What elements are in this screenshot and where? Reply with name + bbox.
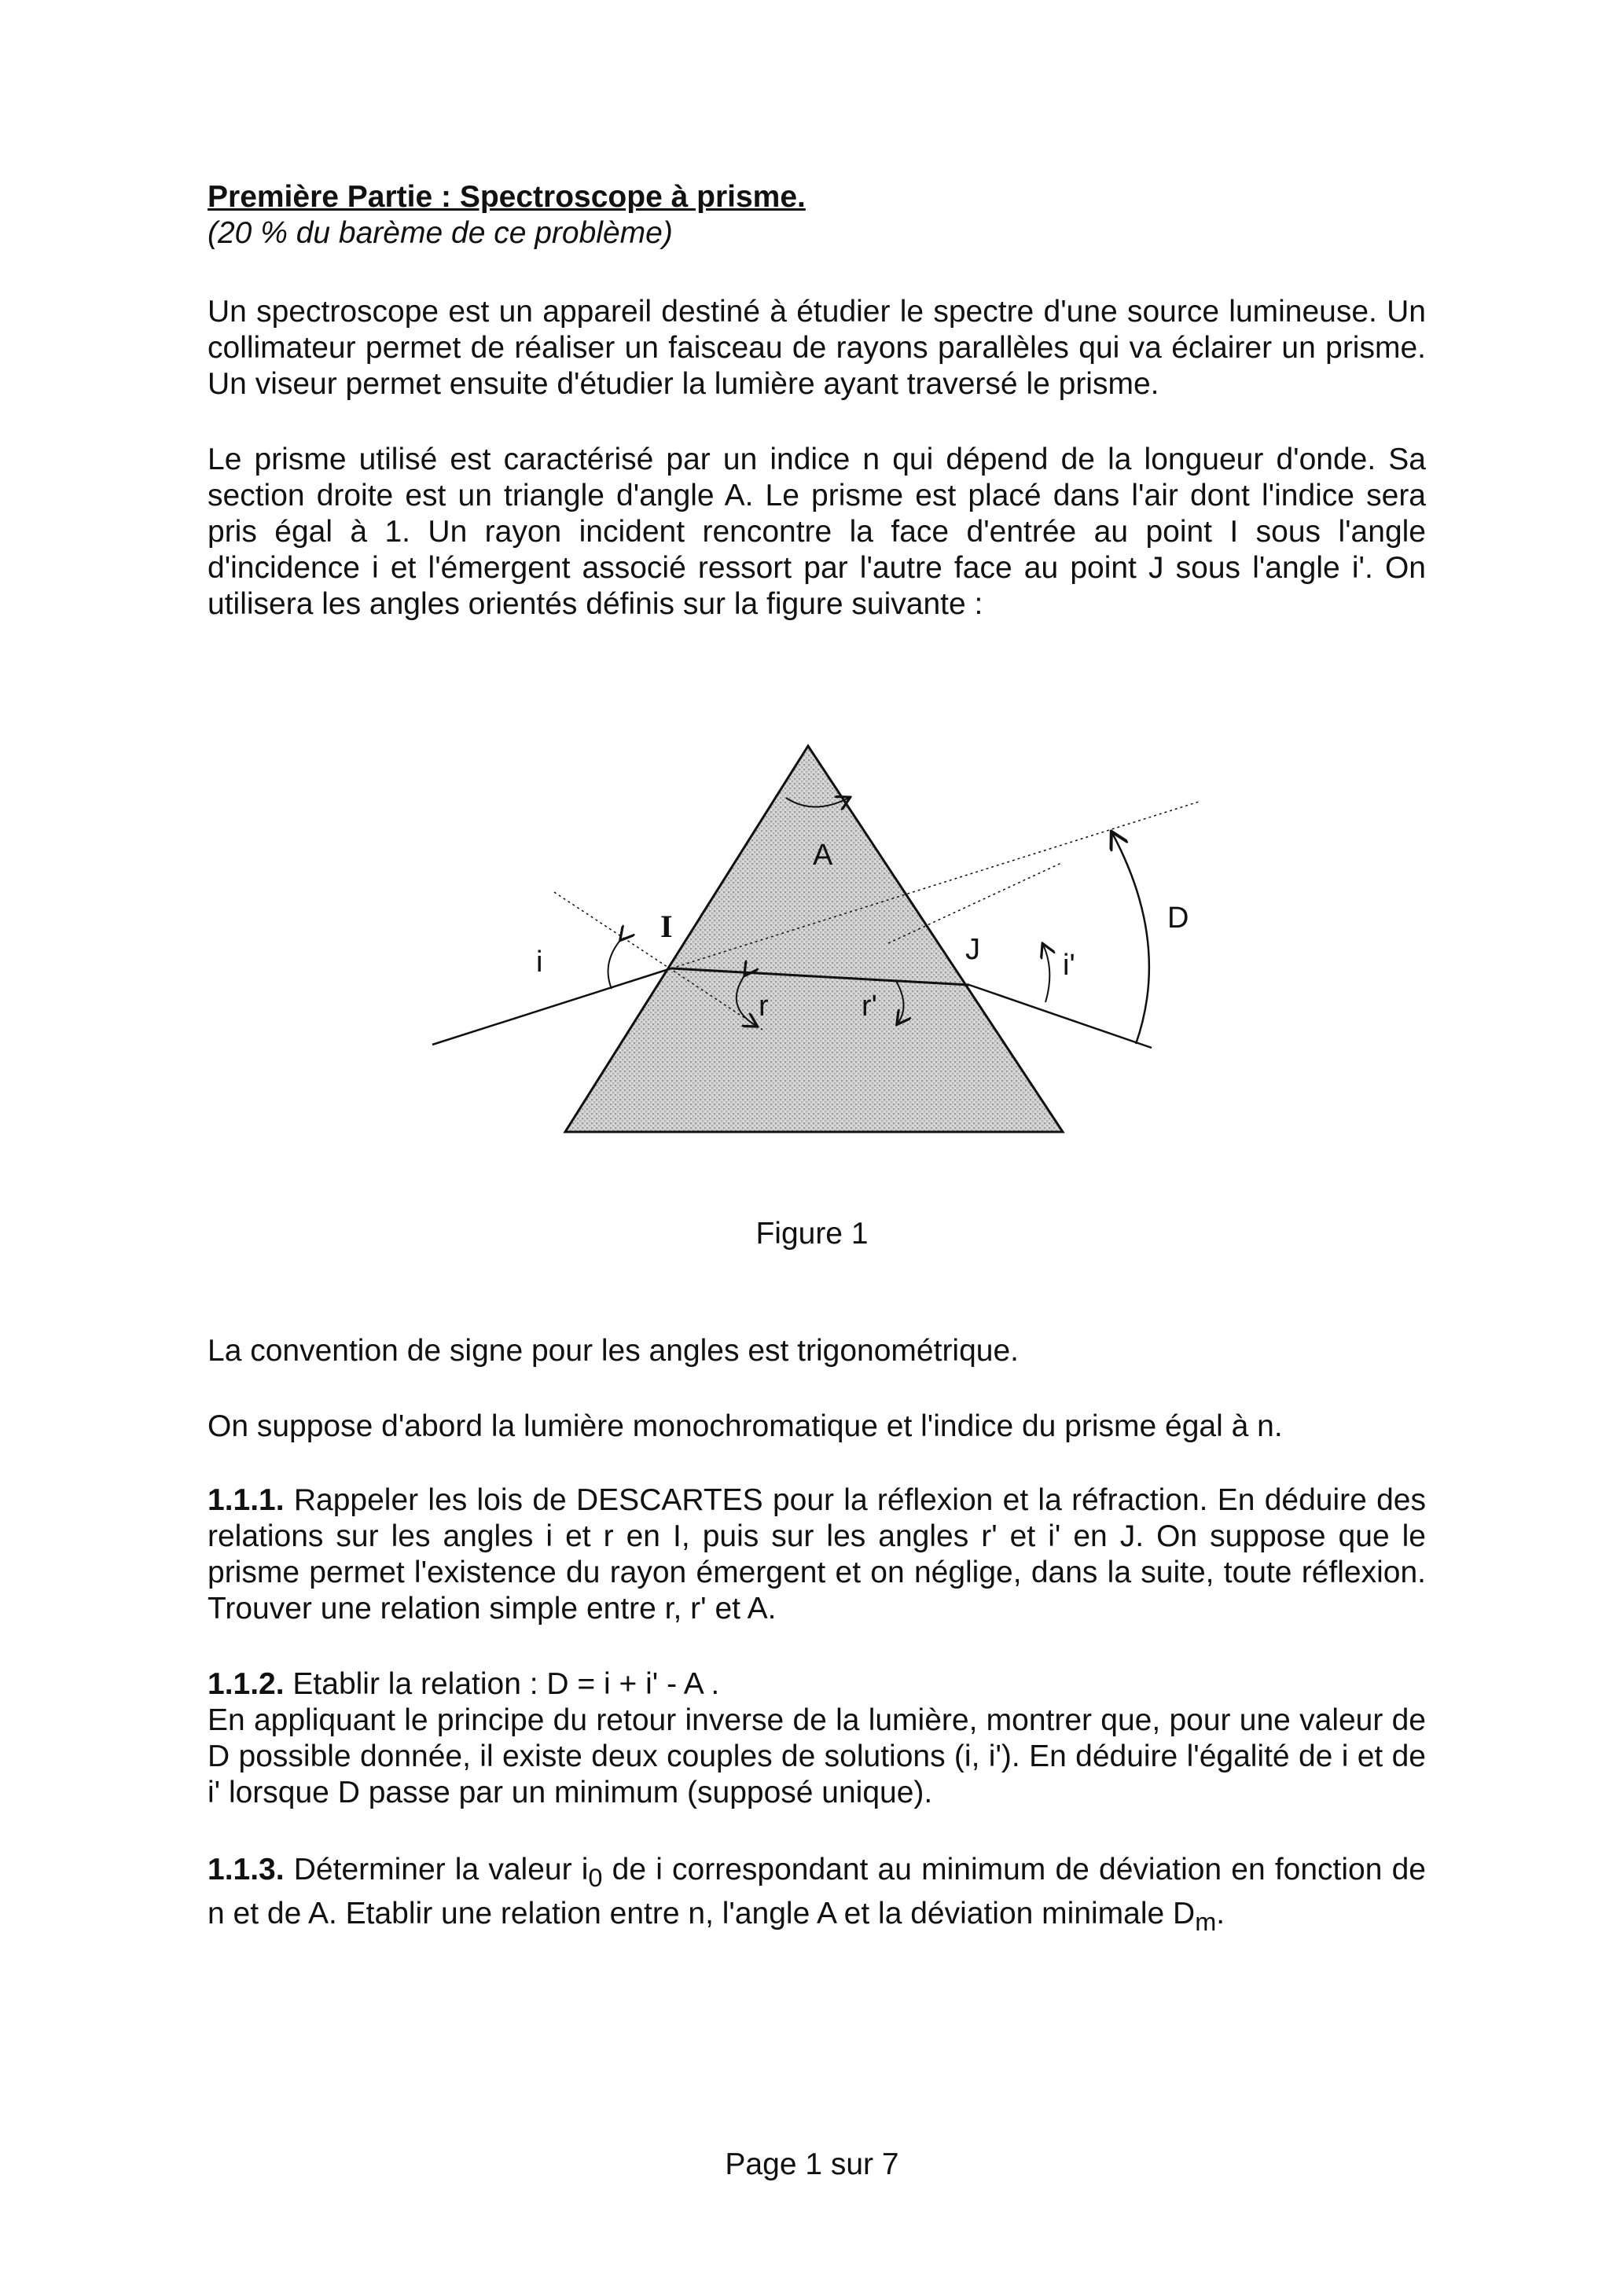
sign-convention: La convention de signe pour les angles est trigonométrique. <box>208 1334 1019 1368</box>
label-D: D <box>1167 902 1189 935</box>
page-footer: Page 1 sur 7 <box>725 2147 899 2181</box>
question-1-1-3 <box>208 1852 1426 1940</box>
question-number: 1.1.1. <box>208 1483 285 1517</box>
question-text: Déterminer la valeur i <box>284 1853 589 1886</box>
angle-D-arc <box>1112 833 1149 1044</box>
question-text: Etablir la relation : D = i + i' - A . <box>284 1667 720 1701</box>
label-i-prime: i' <box>1063 949 1075 982</box>
question-number: 1.1.3. <box>208 1853 285 1886</box>
question-text-mid: de i correspondant au minimum de déviation en fonction de n et de A. Etablir une relation entre n, l'angle A et la déviation minimale D <box>208 1853 1426 1930</box>
monochromatic-hypothesis: On suppose d'abord la lumière monochromatique et l'indice du prisme égal à n. <box>208 1409 1283 1443</box>
question-1-1-2 <box>208 1666 1426 1811</box>
question-number: 1.1.2. <box>208 1667 285 1701</box>
label-i: i <box>536 946 543 979</box>
label-r: r <box>759 990 769 1023</box>
label-A: A <box>813 839 833 872</box>
label-J: J <box>965 933 980 966</box>
label-r-prime: r' <box>862 990 877 1023</box>
question-text-continued: En appliquant le principe du retour inverse de la lumière, montrer que, pour une valeur de D possible donnée, il existe deux couples de solutions (i, i'). En déduire l'égalité de i et de i' lorsque D passe par un minimum (supposé unique). <box>208 1703 1426 1809</box>
subscript-0: 0 <box>588 1863 603 1892</box>
angle-i-arc <box>608 939 621 989</box>
intro-paragraph-1: Un spectroscope est un appareil destiné à étudier le spectre d'une source lumineuse. Un collimateur permet de réaliser un faisceau de rayons parallèles qui va éclairer un prisme. Un viseur permet ensuite d'étudier la lumière ayant traversé le prisme. <box>208 295 1426 401</box>
subscript-m: m <box>1195 1907 1217 1936</box>
intro-paragraph-2: Le prisme utilisé est caractérisé par un indice n qui dépend de la longueur d'onde. Sa section droite est un triangle d'angle A. Le prisme est placé dans l'air dont l'indice sera pris égal à 1. Un rayon incident rencontre la face d'entrée au point I sous l'angle d'incidence i et l'émergent associé ressort par l'autre face au point J sous l'angle i'. On utilisera les angles orientés définis sur la figure suivante : <box>208 443 1426 621</box>
label-I: I <box>660 909 673 944</box>
prism-figure <box>417 731 1203 1148</box>
normal-at-J <box>888 863 1061 943</box>
question-1-1-1 <box>208 1482 1426 1627</box>
question-text: Rappeler les lois de DESCARTES pour la réflexion et la réfraction. En déduire des relations sur les angles i et r en I, puis sur les angles r' et i' en J. On suppose que le prisme permet l'existence du rayon émergent et on néglige, dans la suite, toute réflexion. Trouver une relation simple entre r, r' et A. <box>208 1483 1426 1626</box>
section-subtitle: (20 % du barème de ce problème) <box>208 216 673 250</box>
section-title: Première Partie : Spectroscope à prisme. <box>208 180 806 214</box>
angle-iprime-arc <box>1043 945 1049 1002</box>
figure-caption: Figure 1 <box>755 1217 869 1251</box>
prism-triangle <box>565 746 1063 1132</box>
question-text-end: . <box>1216 1896 1225 1930</box>
